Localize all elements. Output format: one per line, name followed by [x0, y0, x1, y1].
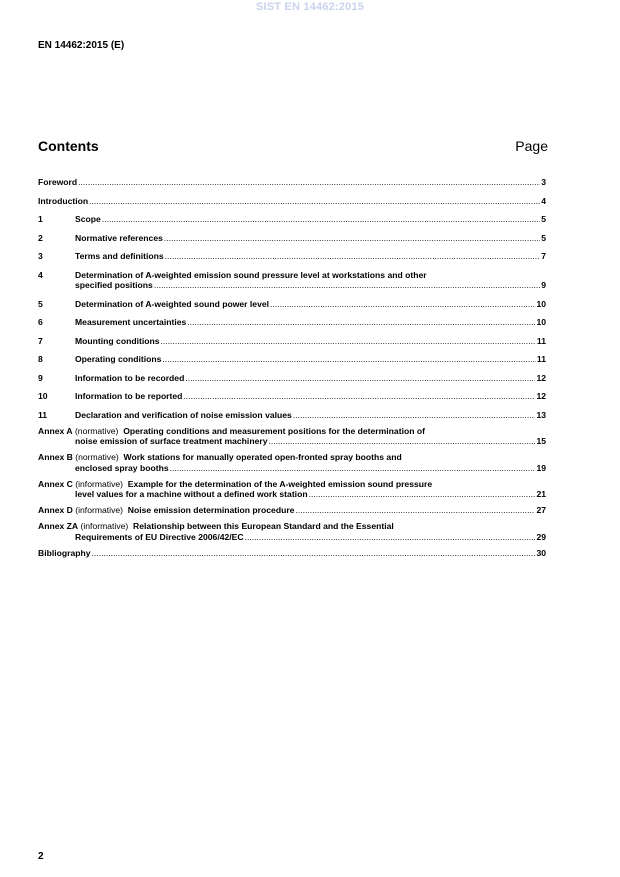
toc-number: 9: [38, 372, 43, 383]
toc-entry-1[interactable]: [38, 214, 546, 225]
toc-entry-2[interactable]: [38, 233, 546, 244]
toc-page: 12: [536, 372, 546, 383]
watermark: SIST EN 14462:2015: [255, 1, 365, 13]
annex-type: (informative): [75, 478, 124, 489]
toc-title: Foreword: [38, 177, 78, 187]
annex-label: Annex C: [38, 478, 73, 489]
toc-title-line2: Requirements of EU Directive 2006/42/EC: [75, 531, 244, 542]
toc-title: Normative references: [75, 232, 163, 243]
toc-title-line2: enclosed spray booths: [75, 462, 169, 473]
toc-page: 4: [541, 195, 546, 206]
toc-title-line1: Relationship between this European Standard and the Essential: [133, 521, 394, 531]
toc-page: 5: [541, 214, 546, 224]
toc-entry-7[interactable]: [38, 336, 546, 347]
toc-entry-annex-a[interactable]: [38, 426, 546, 447]
toc-title: Terms and definitions: [75, 251, 164, 261]
toc-title: Declaration and verification of noise emission values: [75, 409, 292, 420]
toc-title-line2: noise emission of surface treatment machinery: [75, 436, 268, 446]
annex-label: Annex A: [38, 425, 73, 436]
toc-title: Measurement uncertainties: [75, 317, 187, 327]
annex-label: Annex D: [38, 505, 73, 515]
toc-page: 10: [536, 317, 546, 327]
toc-title: Information to be recorded: [75, 372, 185, 383]
document-id: EN 14462:2015 (E): [38, 40, 125, 51]
toc-number: 5: [38, 298, 43, 309]
toc-title-line1: Determination of A-weighted emission sound pressure level at workstations and other: [75, 269, 427, 280]
toc-page: 30: [536, 547, 546, 558]
toc-number: 3: [38, 251, 43, 261]
toc-entry-annex-c[interactable]: [38, 479, 546, 500]
toc-title-line2: level values for a machine without a defined work station: [75, 489, 308, 499]
toc-title-line1: Example for the determination of the A-weighted emission sound pressure: [127, 478, 433, 489]
toc-title: Scope: [75, 214, 101, 224]
contents-title: Contents: [38, 138, 99, 154]
toc-title-line2: specified positions: [75, 280, 153, 290]
annex-label: Annex ZA: [38, 521, 79, 531]
toc-entry-9[interactable]: [38, 373, 546, 384]
toc-title: Bibliography: [38, 547, 91, 558]
annex-type: (informative): [80, 521, 129, 531]
toc-page: 11: [536, 354, 546, 364]
toc-page: 21: [536, 489, 546, 499]
toc-page: 13: [536, 409, 546, 420]
toc-entry-10[interactable]: [38, 391, 546, 402]
toc-page: 19: [536, 462, 546, 473]
toc-number: 2: [38, 232, 43, 243]
toc-entry-annex-za[interactable]: [38, 521, 546, 542]
toc-page: 5: [541, 232, 546, 243]
toc-entry-introduction[interactable]: [38, 196, 546, 207]
toc-entry-11[interactable]: [38, 410, 546, 421]
annex-type: (normative): [75, 452, 119, 462]
toc-page: 11: [536, 335, 546, 346]
toc-page: 7: [541, 251, 546, 261]
toc-page: 15: [536, 436, 546, 446]
toc-entry-8[interactable]: [38, 354, 546, 365]
toc-page: 29: [536, 531, 546, 542]
toc-number: 11: [38, 409, 48, 420]
toc-entry-foreword[interactable]: [38, 177, 546, 188]
toc-page: 12: [536, 391, 546, 401]
toc-entry-4[interactable]: [38, 270, 546, 291]
annex-type: (normative): [74, 425, 119, 436]
toc-entry-5[interactable]: [38, 299, 546, 310]
table-of-contents: [38, 177, 546, 566]
toc-number: 1: [38, 214, 43, 224]
toc-title: Introduction: [38, 195, 89, 206]
annex-label: Annex B: [38, 452, 73, 462]
page-number: 2: [38, 851, 44, 862]
annex-type: (informative): [75, 505, 124, 515]
toc-page: 3: [541, 177, 546, 187]
page-column-label: Page: [515, 138, 548, 154]
toc-number: 6: [38, 317, 43, 327]
toc-title: Information to be reported: [75, 391, 183, 401]
toc-title: Operating conditions: [75, 354, 162, 364]
toc-entry-annex-d[interactable]: [38, 505, 546, 516]
toc-entry-bibliography[interactable]: [38, 548, 546, 559]
toc-title: Determination of A-weighted sound power level: [75, 298, 270, 309]
toc-page: 27: [536, 505, 546, 515]
contents-heading: [38, 138, 548, 154]
toc-title-line1: Operating conditions and measurement positions for the determination of: [123, 425, 425, 436]
toc-number: 10: [38, 391, 48, 401]
toc-number: 7: [38, 335, 43, 346]
toc-number: 4: [38, 269, 43, 280]
toc-title: Noise emission determination procedure: [127, 505, 295, 515]
toc-page: 9: [541, 280, 546, 290]
toc-title: Mounting conditions: [75, 335, 160, 346]
toc-page: 10: [536, 298, 546, 309]
toc-number: 8: [38, 354, 43, 364]
toc-entry-annex-b[interactable]: [38, 452, 546, 473]
toc-entry-3[interactable]: [38, 251, 546, 262]
toc-title-line1: Work stations for manually operated open-fronted spray booths and: [123, 452, 402, 462]
toc-entry-6[interactable]: [38, 317, 546, 328]
